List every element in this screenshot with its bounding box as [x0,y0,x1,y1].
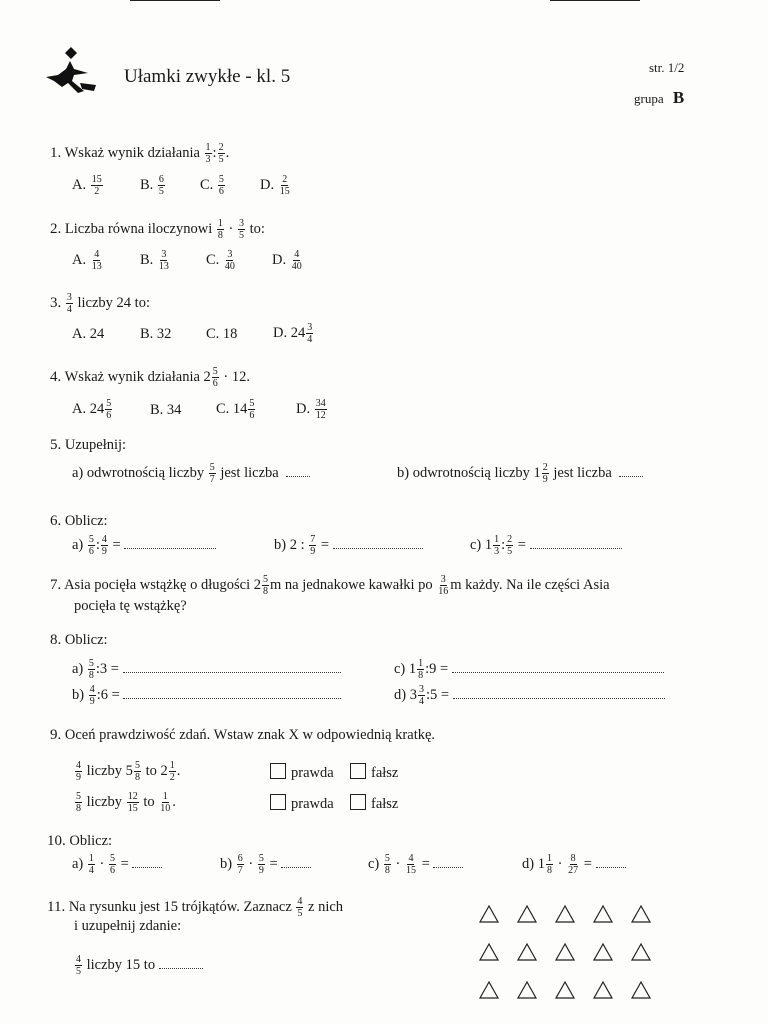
q10-part-d: d) 1 $\frac{1}{8}$ · $\frac{8}{27}$ = [522,853,626,876]
q10-part-b: b) $\frac{6}{7}$ · $\frac{5}{9}$ = [220,853,311,876]
group-value: B [672,88,685,107]
q1-option-d: D. $\frac{2}{15}$ [260,174,290,197]
triangle[interactable] [556,906,574,922]
q2-option-b: B. $\frac{3}{13}$ [140,249,169,272]
fraction: $\frac{2}{5}$ [218,142,224,165]
question-3: 3. $\frac{3}{4}$ liczby 24 to: [50,292,150,315]
triangle[interactable] [632,944,650,960]
q8-part-a: a) $\frac{5}{8}$ :3 = [72,658,341,681]
answer-blank[interactable] [281,857,311,868]
triangle[interactable] [518,982,536,998]
answer-blank[interactable] [453,688,665,699]
group-label: grupa B [634,88,685,107]
q1-option-a: A. $\frac{15}{2}$ [72,174,102,197]
q1-option-c: C. $\frac{5}{6}$ [200,174,224,197]
question-11-line-2: i uzupełnij zdanie: [74,918,182,934]
q9-1-true-option[interactable]: prawda [270,763,334,782]
q10-part-c: c) $\frac{5}{8}$ · $\frac{4}{15}$ = [368,853,463,876]
answer-blank[interactable] [123,662,341,673]
q2-option-d: D. $\frac{4}{40}$ [272,249,302,272]
q11-answer: $\frac{4}{5}$ liczby 15 to [74,954,203,977]
answer-blank[interactable] [452,662,664,673]
triangle[interactable] [480,982,498,998]
q3-option-b: B. 32 [140,326,172,342]
triangle-grid [476,902,656,1012]
question-6: 6. Oblicz: [50,513,108,529]
answer-blank[interactable] [286,466,310,477]
answer-blank[interactable] [530,538,622,549]
question-7-line-2: pocięła tę wstążkę? [74,598,187,614]
q9-2-true-option[interactable]: prawda [270,794,334,813]
q4-option-d: D. $\frac{34}{12}$ [296,398,326,421]
question-7: 7. Asia pocięła wstążkę o długości 2 $\frac{5}{8}$ m na jednakowe kawałki po $\frac{3}{16}$ m każdy. Na ile części Asia [50,574,610,597]
triangle[interactable] [632,982,650,998]
publisher-logo [44,47,98,97]
triangle[interactable] [518,944,536,960]
q4-option-c: C. 14 $\frac{5}{6}$ [216,398,255,421]
answer-blank[interactable] [333,538,423,549]
checkbox[interactable] [270,763,286,779]
q9-2-false-option[interactable]: fałsz [350,794,398,813]
q10-part-a: a) $\frac{1}{4}$ · $\frac{5}{6}$ = [72,853,162,876]
q8-part-c: c) 1 $\frac{1}{8}$ :9 = [394,658,664,681]
checkbox[interactable] [350,794,366,810]
q5-part-a: a) odwrotnością liczby $\frac{5}{7}$ jest liczba [72,462,310,485]
q4-option-b: B. 34 [150,402,182,418]
question-11: 11. Na rysunku jest 15 trójkątów. Zaznacz $\frac{4}{5}$ z nich [47,896,344,919]
q3-option-a: A. 24 [72,326,105,342]
q2-option-a: A. $\frac{4}{13}$ [72,249,102,272]
triangle[interactable] [480,906,498,922]
q3-option-c: C. 18 [206,326,238,342]
answer-blank[interactable] [159,958,203,969]
triangle[interactable] [594,906,612,922]
answer-blank[interactable] [124,538,216,549]
triangle[interactable] [556,944,574,960]
triangle[interactable] [518,906,536,922]
question-1: 1. Wskaż wynik działania $\frac{1}{3}$ : $\frac{2}{5}$ . [50,142,230,165]
question-5: 5. Uzupełnij: [50,437,127,453]
q9-statement-2: $\frac{5}{8}$ liczby $\frac{12}{15}$ to $\frac{1}{10}$ . [76,791,176,814]
checkbox[interactable] [350,763,366,779]
triangle[interactable] [594,982,612,998]
fraction: $\frac{1}{3}$ [205,142,211,165]
q9-statement-1: $\frac{4}{9}$ liczby 5 $\frac{5}{8}$ to 2 $\frac{1}{2}$ . [76,760,181,783]
answer-blank[interactable] [123,688,341,699]
q8-part-b: b) $\frac{4}{9}$ :6 = [72,684,341,707]
page-number: str. 1/2 [649,60,685,75]
triangle[interactable] [594,944,612,960]
q5-part-b: b) odwrotnością liczby 1 $\frac{2}{9}$ jest liczba [397,462,643,485]
page-title: Ułamki zwykłe - kl. 5 [124,66,291,87]
q2-option-c: C. $\frac{3}{40}$ [206,249,235,272]
triangle[interactable] [480,944,498,960]
triangle[interactable] [556,982,574,998]
q6-part-b: b) 2 : $\frac{7}{9}$ = [274,534,423,557]
q1-option-b: B. $\frac{6}{5}$ [140,174,164,197]
question-2: 2. Liczba równa iloczynowi $\frac{1}{8}$ · $\frac{3}{5}$ to: [50,218,265,241]
q8-part-d: d) 3 $\frac{3}{4}$ :5 = [394,684,665,707]
question-9: 9. Oceń prawdziwość zdań. Wstaw znak X w odpowiednią kratkę. [50,727,436,743]
q6-part-a: a) $\frac{5}{6}$ : $\frac{4}{9}$ = [72,534,216,557]
top-edge-line [550,0,640,1]
q4-option-a: A. 24 $\frac{5}{6}$ [72,398,112,421]
question-8: 8. Oblicz: [50,632,108,648]
triangle[interactable] [632,906,650,922]
answer-blank[interactable] [619,466,643,477]
q6-part-c: c) 1 $\frac{1}{3}$ : $\frac{2}{5}$ = [470,534,622,557]
q3-option-d: D. 24 $\frac{3}{4}$ [273,322,313,345]
question-10: 10. Oblicz: [47,833,113,849]
answer-blank[interactable] [132,857,162,868]
top-edge-line [130,0,220,1]
q9-1-false-option[interactable]: fałsz [350,763,398,782]
checkbox[interactable] [270,794,286,810]
answer-blank[interactable] [433,857,463,868]
question-4: 4. Wskaż wynik działania 2 $\frac{5}{6}$ · 12. [50,366,250,389]
answer-blank[interactable] [596,857,626,868]
